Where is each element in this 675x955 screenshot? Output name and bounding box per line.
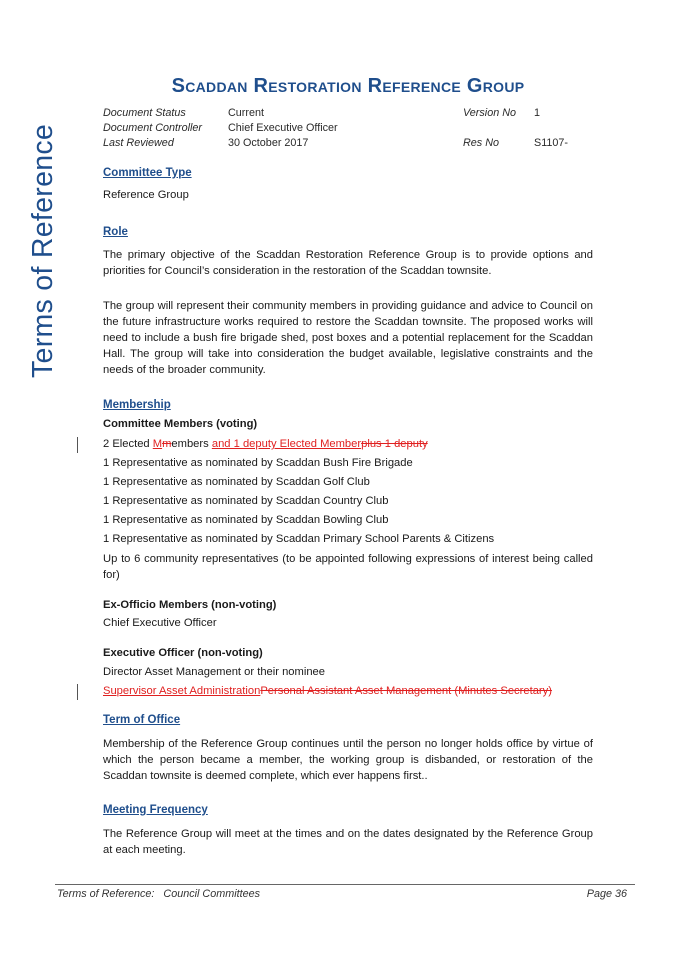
- list-item: 1 Representative as nominated by Scaddan Bowling Club: [103, 514, 389, 526]
- list-item: 1 Representative as nominated by Scaddan Bush Fire Brigade: [103, 457, 413, 469]
- deleted-text: m: [162, 438, 172, 450]
- committee-type-heading: Committee Type: [103, 167, 192, 179]
- version-value: 1: [534, 107, 541, 119]
- voting-members-heading: Committee Members (voting): [103, 418, 258, 430]
- reviewed-label: Last Reviewed: [103, 137, 174, 149]
- document-title: Scaddan Restoration Reference Group: [171, 75, 525, 97]
- inserted-text: M: [152, 438, 163, 450]
- reviewed-value: 30 October 2017: [228, 137, 309, 149]
- executive-officer-heading: Executive Officer (non-voting): [103, 647, 263, 659]
- meta-row-reviewed: [103, 137, 593, 152]
- controller-label: Document Controller: [103, 122, 203, 134]
- ex-officio-text: Chief Executive Officer: [103, 617, 217, 629]
- committee-type-text: Reference Group: [103, 189, 189, 201]
- deleted-text: Personal Assistant Asset Management (Minutes Secretary): [260, 685, 552, 697]
- list-item: 1 Representative as nominated by Scaddan Country Club: [103, 495, 389, 507]
- role-heading: Role: [103, 226, 128, 238]
- inserted-text: Supervisor Asset Administration: [103, 685, 261, 697]
- document-meta: [103, 107, 593, 152]
- meta-row-status: [103, 107, 593, 122]
- role-paragraph-2: The group will represent their community members in providing guidance and advice to Council on the future infrastructure works required to restore the Scaddan townsite. The proposed works will need to include a bush fire brigade shed, post boxes and a potential replacement for the Scaddan Hall. The group will take into consideration the budget available, legislative constraints and the needs of the broader community.: [103, 300, 593, 376]
- executive-officer-change-line: [103, 683, 593, 699]
- role-paragraph-1: The primary objective of the Scaddan Restoration Reference Group is to provide options and priorities for Council’s consideration in the restoration of the Scaddan townsite.: [103, 249, 593, 277]
- controller-value: Chief Executive Officer: [228, 122, 338, 134]
- elected-rest: embers: [171, 438, 212, 450]
- elected-members-line: [103, 436, 593, 452]
- side-title: Terms of Reference: [27, 123, 59, 378]
- elected-prefix: 2 Elected: [103, 438, 153, 450]
- change-bar: [77, 437, 78, 453]
- change-bar: [77, 684, 78, 700]
- status-value: Current: [228, 107, 265, 119]
- status-label: Document Status: [103, 107, 186, 119]
- term-of-office-heading: Term of Office: [103, 714, 181, 726]
- footer-page-number: Page 36: [586, 888, 627, 900]
- executive-officer-text: Director Asset Management or their nominee: [103, 666, 325, 678]
- footer-left: Terms of Reference: Council Committees: [57, 888, 261, 900]
- res-label: Res No: [463, 137, 500, 149]
- meta-row-controller: [103, 122, 593, 137]
- community-representatives: Up to 6 community representatives (to be appointed following expressions of interest being called for): [103, 553, 593, 581]
- term-of-office-text: Membership of the Reference Group continues until the person no longer holds office by virtue of which the person became a member, the working group is disbanded, or restoration of the Scaddan townsite is deemed complete, which ever happens first..: [103, 738, 593, 782]
- res-value: S1107-: [534, 137, 569, 149]
- list-item: 1 Representative as nominated by Scaddan Golf Club: [103, 476, 370, 488]
- list-item: 1 Representative as nominated by Scaddan Primary School Parents & Citizens: [103, 533, 495, 545]
- membership-heading: Membership: [103, 399, 171, 411]
- meeting-frequency-heading: Meeting Frequency: [103, 804, 208, 816]
- inserted-text: and 1 deputy Elected Member: [211, 438, 362, 450]
- version-label: Version No: [463, 107, 517, 119]
- meeting-frequency-text: The Reference Group will meet at the times and on the dates designated by the Reference Group at each meeting.: [103, 828, 593, 856]
- ex-officio-heading: Ex-Officio Members (non-voting): [103, 599, 277, 611]
- deleted-text: plus 1 deputy: [361, 438, 428, 450]
- footer-divider: [55, 884, 635, 885]
